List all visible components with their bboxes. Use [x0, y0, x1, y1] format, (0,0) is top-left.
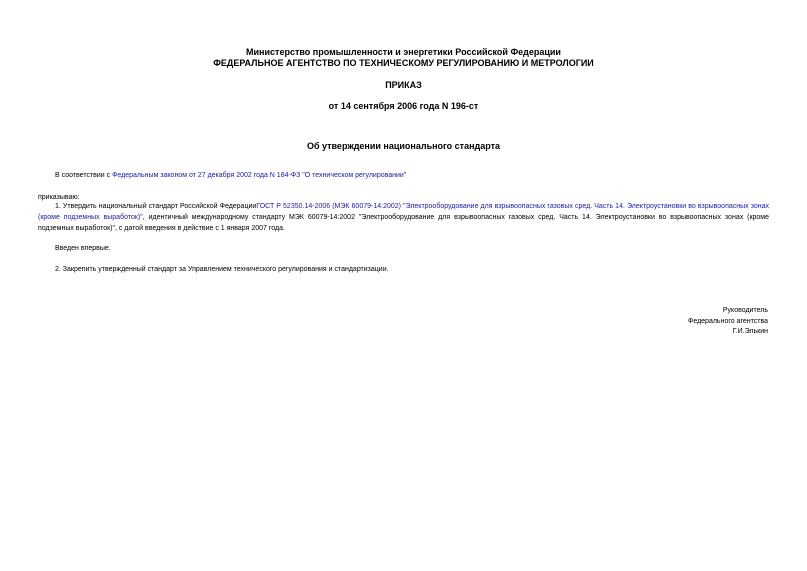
ministry-title: Министерство промышленности и энергетики Российской Федерации	[246, 47, 561, 57]
document-type: ПРИКАЗ	[385, 80, 422, 90]
item-1-suffix: , идентичный международному стандарту МЭК 60079-14:2002 "Электрооборудование для взрывоопасных газовых сред. Часть 14. Электроустановки во взрывоопасных зонах (кроме подземных выработок)", с датой введения в действие с 1 января 2007 года.	[38, 214, 770, 232]
gost-standard-link[interactable]: ГОСТ Р 52350.14-2006 (МЭК 60079-14:2002) "Электрооборудование для взрывоопасных газовых сред. Часть 14. Электроустановки во взрывоопасных зонах (кроме подземных выработок)"	[38, 203, 770, 221]
document-date-number: от 14 сентября 2006 года N 196-ст	[328, 101, 479, 111]
signature-name: Г.И.Элькин	[732, 328, 768, 335]
preamble	[55, 170, 406, 181]
item-1-paragraph	[38, 201, 769, 234]
order-word: приказываю:	[38, 194, 80, 201]
agency-title: ФЕДЕРАЛЬНОЕ АГЕНТСТВО ПО ТЕХНИЧЕСКОМУ РЕГУЛИРОВАНИЮ И МЕТРОЛОГИИ	[213, 58, 594, 68]
federal-law-link[interactable]: Федеральным законом от 27 декабря 2002 года N 184-ФЗ "О техническом регулировании"	[112, 172, 407, 179]
signature-agency: Федерального агентства	[688, 318, 768, 325]
document-subject: Об утверждении национального стандарта	[306, 141, 501, 151]
introduced-note: Введен впервые.	[55, 245, 111, 252]
item-2-paragraph: 2. Закрепить утвержденный стандарт за Управлением технического регулирования и стандартизации.	[55, 266, 389, 273]
preamble-prefix: В соответствии с	[55, 172, 113, 179]
signature-position: Руководитель	[722, 307, 768, 314]
item-1-prefix: 1. Утвердить национальный стандарт Российской Федерации	[55, 203, 257, 210]
